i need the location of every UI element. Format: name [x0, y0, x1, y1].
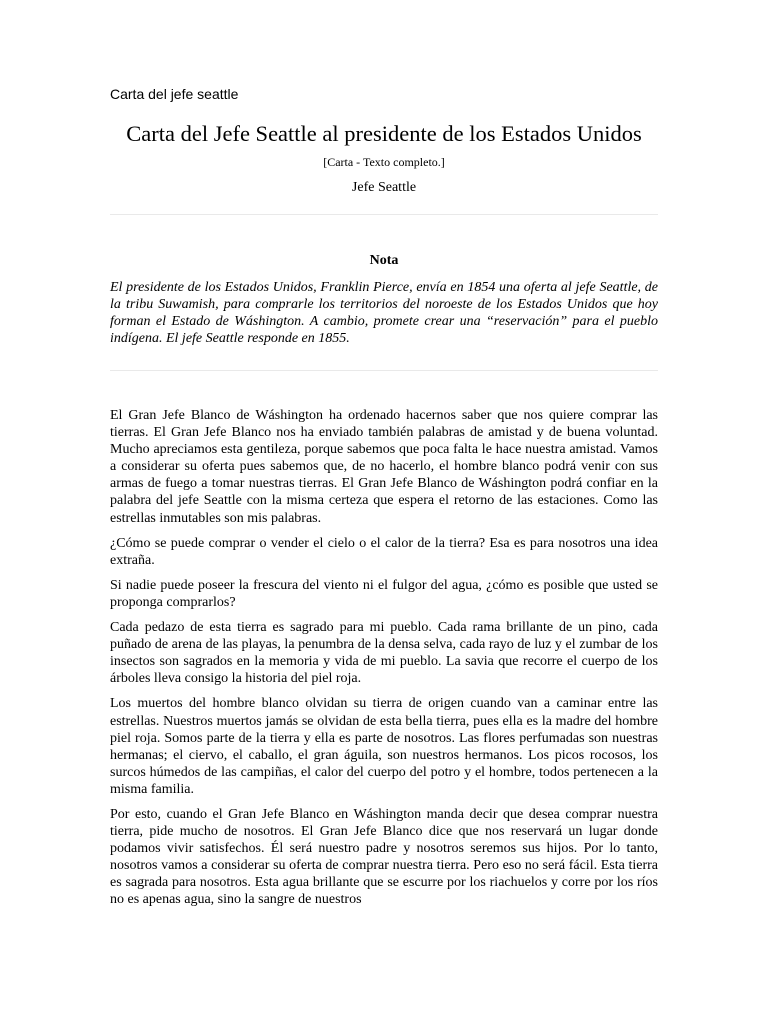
- document-subtitle: [Carta - Texto completo.]: [323, 155, 445, 169]
- document-header-label: Carta del jefe seattle: [110, 86, 239, 102]
- body-paragraph: El Gran Jefe Blanco de Wáshington ha ordenado hacernos saber que nos quiere comprar las tierras. El Gran Jefe Blanco nos ha enviado también palabras de amistad y de buena voluntad. Mucho apreciamos esta gentileza, porque sabemos que poca falta le hace nuestra amistad. Vamos a considerar su oferta pues sabemos que, de no hacerlo, el hombre blanco podrá venir con sus armas de fuego a tomar nuestras tierras. El Gran Jefe Blanco de Wáshington podrá confiar en la palabra del jefe Seattle con la misma certeza que espera el retorno de las estaciones. Como las estrellas inmutables son mis palabras.: [110, 408, 658, 526]
- body-paragraph: ¿Cómo se puede comprar o vender el cielo o el calor de la tierra? Esa es para nosotros una idea extraña.: [110, 535, 658, 568]
- body-paragraph: Los muertos del hombre blanco olvidan su tierra de origen cuando van a caminar entre las estrellas. Nuestros muertos jamás se olvidan de esta bella tierra, pues ella es la madre del hombre piel roja. Somos parte de la tierra y ella es parte de nosotros. Las flores perfumadas son nuestras hermanas; el ciervo, el caballo, el gran águila, son nuestros hermanos. Los picos rocosos, los surcos húmedos de las campiñas, el calor del cuerpo del potro y el hombre, todos pertenecen a la misma familia.: [110, 696, 658, 797]
- document-title: Carta del Jefe Seattle al presidente de los Estados Unidos: [126, 121, 642, 146]
- document-content: [110, 120, 658, 917]
- section-divider: [110, 214, 658, 215]
- body-paragraph: Por esto, cuando el Gran Jefe Blanco en Wáshington manda decir que desea comprar nuestra tierra, pide mucho de nosotros. El Gran Jefe Blanco dice que nos reservará un lugar donde podamos vivir satisfechos. Él será nuestro padre y nosotros seremos sus hijos. Por lo tanto, nosotros vamos a considerar su oferta de comprar nuestra tierra. Pero eso no será fácil. Esta tierra es sagrada para nosotros. Esta agua brillante que se escurre por los riachuelos y corre por los ríos no es apenas agua, sino la sangre de nuestros: [110, 806, 658, 908]
- note-heading: Nota: [369, 253, 399, 268]
- section-divider: [110, 370, 658, 371]
- note-text: El presidente de los Estados Unidos, Franklin Pierce, envía en 1854 una oferta al jefe Seattle, de la tribu Suwamish, para comprarle los territorios del noroeste de los Estados Unidos que hoy forman el Estado de Wáshington. A cambio, promete crear una “reservación” para el pueblo indígena. El jefe Seattle responde en 1855.: [110, 280, 658, 346]
- body-paragraph: Si nadie puede poseer la frescura del viento ni el fulgor del agua, ¿cómo es posible que usted se proponga comprarlos?: [110, 577, 658, 610]
- body-paragraph: Cada pedazo de esta tierra es sagrado para mi pueblo. Cada rama brillante de un pino, cada puñado de arena de las playas, la penumbra de la densa selva, cada rayo de luz y el zumbar de los insectos son sagrados en la memoria y vida de mi pueblo. La savia que recorre el cuerpo de los árboles lleva consigo la historia del piel roja.: [110, 620, 658, 687]
- document-author: Jefe Seattle: [351, 180, 417, 195]
- letter-body: [110, 407, 658, 909]
